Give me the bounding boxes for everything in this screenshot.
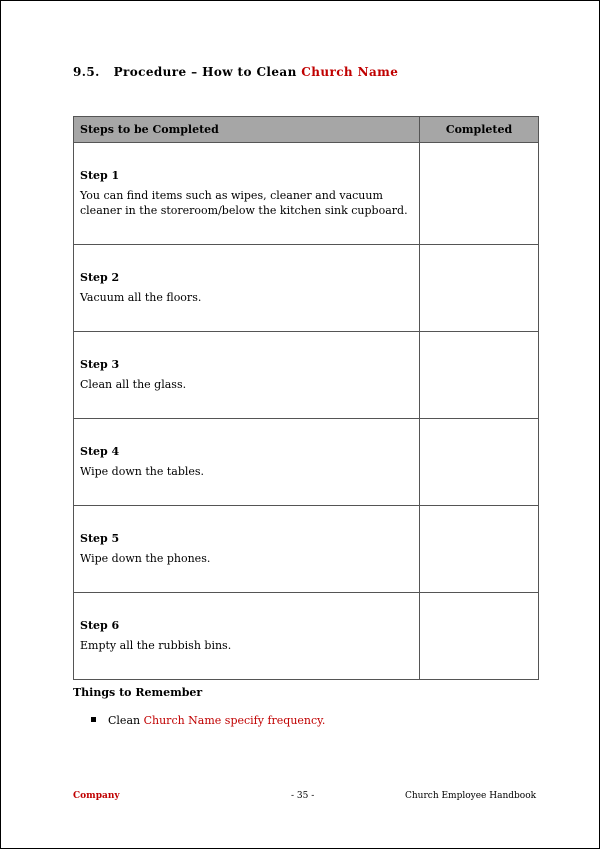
step-title: Step 6 [80,619,120,632]
step-cell [74,143,420,245]
step-cell [74,245,420,332]
completed-column-header: Completed [420,117,539,143]
step-title: Step 1 [80,169,120,182]
completed-cell[interactable] [420,506,539,593]
table-row [74,143,539,245]
table-row [74,245,539,332]
bullet-text: Clean [108,714,144,727]
footer-page-number: - 35 - [291,791,315,801]
steps-column-header: Steps to be Completed [74,117,420,143]
footer-company: Company [73,791,120,801]
things-to-remember-title: Things to Remember [73,686,203,699]
section-number: 9.5. [73,65,100,79]
completed-cell[interactable] [420,143,539,245]
step-text: Clean all the glass. [80,378,187,391]
step-text: Vacuum all the floors. [80,291,202,304]
table-row [74,506,539,593]
section-heading [73,65,398,79]
section-title-placeholder: Church Name [301,65,399,79]
completed-cell[interactable] [420,245,539,332]
step-text: Empty all the rubbish bins. [80,639,232,652]
footer-document-title: Church Employee Handbook [405,791,537,801]
step-text: Wipe down the tables. [80,465,205,478]
step-title: Step 3 [80,358,120,371]
step-cell [74,332,420,419]
step-title: Step 4 [80,445,120,458]
table-row [74,419,539,506]
step-text: You can find items such as wipes, cleaner and vacuum cleaner in the storeroom/below the kitchen sink cupboard. [80,189,408,217]
table-row [74,593,539,680]
step-cell [74,593,420,680]
remember-bullet-item [91,714,325,727]
step-text: Wipe down the phones. [80,552,211,565]
step-cell [74,419,420,506]
bullet-placeholder-text: Church Name specify frequency. [143,714,326,727]
completed-cell[interactable] [420,332,539,419]
step-title: Step 5 [80,532,120,545]
section-title: Procedure – How to Clean [113,65,302,79]
bullet-square-icon [91,717,96,722]
step-cell [74,506,420,593]
steps-table [73,116,539,680]
completed-cell[interactable] [420,419,539,506]
completed-cell[interactable] [420,593,539,680]
table-header-row [74,117,539,143]
step-title: Step 2 [80,271,120,284]
table-row [74,332,539,419]
